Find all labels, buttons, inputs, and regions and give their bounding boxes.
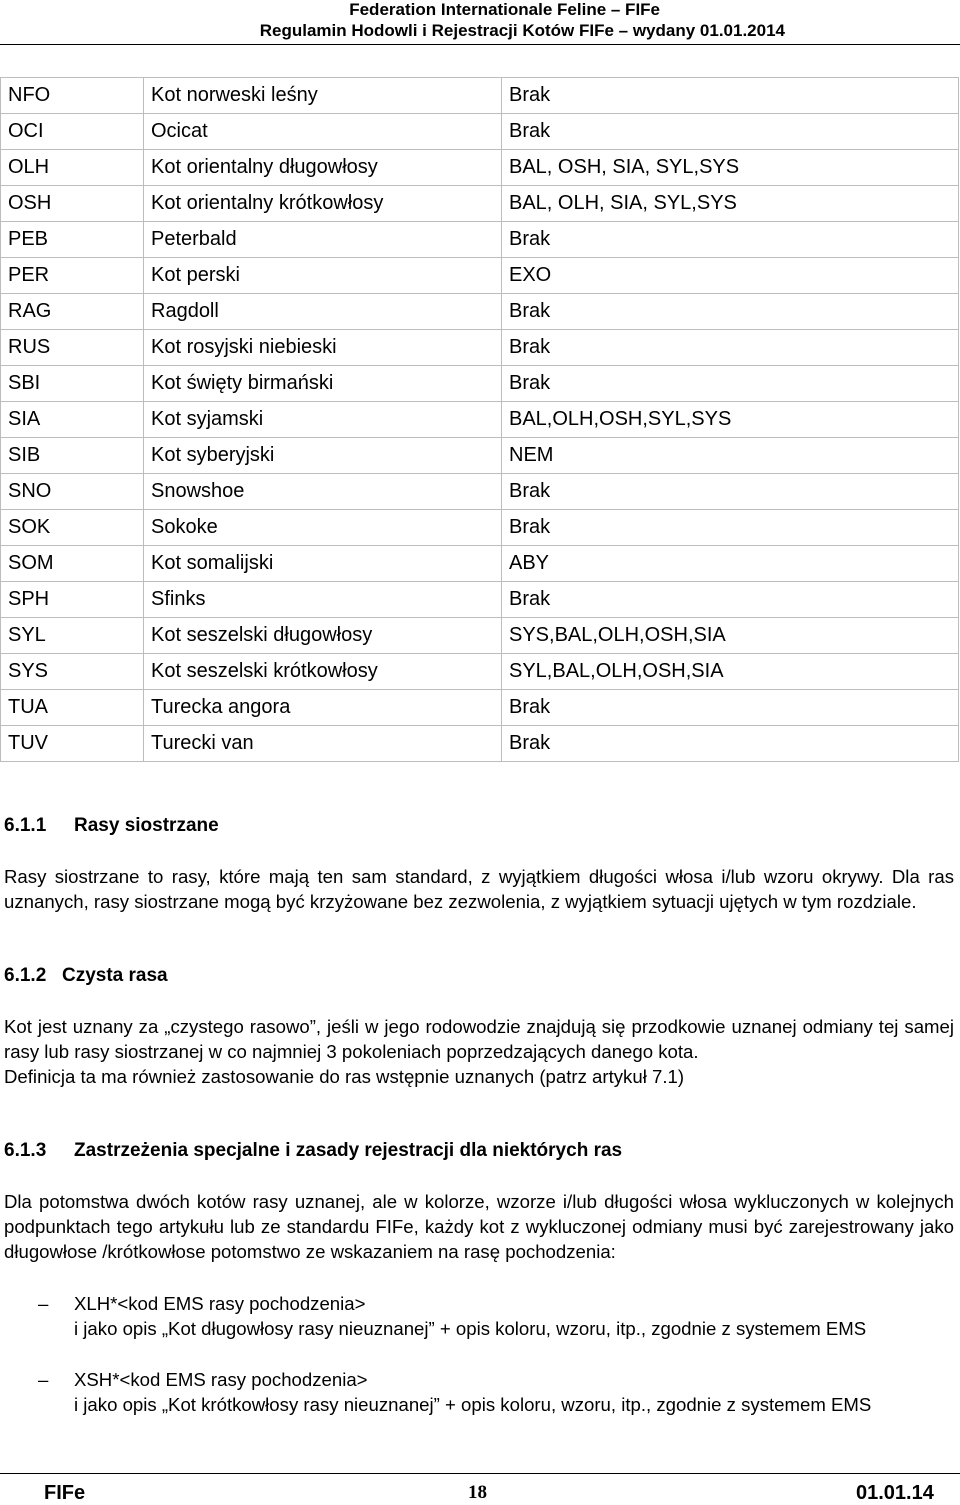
section-body-611 — [4, 864, 954, 914]
sister-breeds: NEM — [502, 438, 959, 474]
breed-code: SIB — [1, 438, 144, 474]
paragraph: Rasy siostrzane to rasy, które mają ten sam standard, z wyjątkiem długości włosa i/lub wzoru okrywy. Dla ras uznanych, rasy siostrzane mogą być krzyżowane bez zezwolenia, z wyjątkiem sytuacji ujętych w tym rozdziale. — [4, 866, 954, 912]
sister-breeds: Brak — [502, 330, 959, 366]
dash-bullet: – — [38, 1369, 49, 1390]
table-row — [1, 438, 959, 474]
breed-name: Snowshoe — [144, 474, 502, 510]
sister-breeds: Brak — [502, 294, 959, 330]
table-row — [1, 510, 959, 546]
table-row — [1, 582, 959, 618]
breed-name: Ragdoll — [144, 294, 502, 330]
breed-code: SIA — [1, 402, 144, 438]
sister-breeds: Brak — [502, 222, 959, 258]
sister-breeds: SYL,BAL,OLH,OSH,SIA — [502, 654, 959, 690]
breed-code: RUS — [1, 330, 144, 366]
section-heading-613 — [4, 1140, 622, 1162]
breed-name: Kot norweski leśny — [144, 78, 502, 114]
list-item-desc: i jako opis „Kot długowłosy rasy nieuznanej” + opis koloru, wzoru, itp., zgodnie z systemem EMS — [74, 1318, 867, 1339]
sister-breeds: EXO — [502, 258, 959, 294]
header-subtitle: Regulamin Hodowli i Rejestracji Kotów FIFe – wydany 01.01.2014 — [259, 21, 785, 40]
table-row — [1, 294, 959, 330]
breed-code: PER — [1, 258, 144, 294]
breed-name: Ocicat — [144, 114, 502, 150]
sister-breeds: BAL,OLH,OSH,SYL,SYS — [502, 402, 959, 438]
table-row — [1, 618, 959, 654]
footer-date: 01.01.14 — [856, 1482, 934, 1504]
section-number: 6.1.1 — [4, 815, 47, 836]
page-number: 18 — [468, 1482, 487, 1503]
table-row — [1, 258, 959, 294]
sister-breeds: Brak — [502, 78, 959, 114]
breed-code: SYL — [1, 618, 144, 654]
table-row — [1, 366, 959, 402]
footer-divider — [0, 1473, 960, 1474]
table-row — [1, 546, 959, 582]
breeds-table — [0, 77, 959, 762]
table-row — [1, 114, 959, 150]
breed-code: RAG — [1, 294, 144, 330]
sister-breeds: Brak — [502, 726, 959, 762]
breed-name: Kot perski — [144, 258, 502, 294]
breed-name: Sokoke — [144, 510, 502, 546]
table-row — [1, 726, 959, 762]
section-number: 6.1.3 — [4, 1140, 47, 1161]
breed-name: Kot syjamski — [144, 402, 502, 438]
table-row — [1, 222, 959, 258]
list-item-code: XLH*<kod EMS rasy pochodzenia> — [74, 1293, 366, 1314]
breed-code: TUA — [1, 690, 144, 726]
breed-code: OCI — [1, 114, 144, 150]
breed-code: PEB — [1, 222, 144, 258]
section-body-613 — [4, 1189, 954, 1264]
sister-breeds: Brak — [502, 114, 959, 150]
section-title: Czysta rasa — [62, 965, 168, 986]
table-row — [1, 186, 959, 222]
breed-name: Kot święty birmański — [144, 366, 502, 402]
sister-breeds: Brak — [502, 690, 959, 726]
footer-org: FIFe — [44, 1482, 86, 1504]
breed-code: OLH — [1, 150, 144, 186]
sister-breeds: BAL, OLH, SIA, SYL,SYS — [502, 186, 959, 222]
breed-name: Kot seszelski krótkowłosy — [144, 654, 502, 690]
sister-breeds: ABY — [502, 546, 959, 582]
sister-breeds: Brak — [502, 582, 959, 618]
sister-breeds: BAL, OSH, SIA, SYL,SYS — [502, 150, 959, 186]
breed-name: Kot seszelski długowłosy — [144, 618, 502, 654]
table-row — [1, 78, 959, 114]
breed-code: SBI — [1, 366, 144, 402]
sister-breeds: SYS,BAL,OLH,OSH,SIA — [502, 618, 959, 654]
paragraph: Kot jest uznany za „czystego rasowo”, jeśli w jego rodowodzie znajdują się przodkowie uznanej odmiany tej samej rasy lub rasy siostrzanej w co najmniej 3 pokoleniach poprzedzających danego kota. — [4, 1016, 954, 1062]
breed-name: Kot orientalny krótkowłosy — [144, 186, 502, 222]
breed-name: Kot syberyjski — [144, 438, 502, 474]
dash-bullet: – — [38, 1293, 49, 1314]
table-row — [1, 402, 959, 438]
section-number: 6.1.2 — [4, 965, 47, 986]
breed-code: SPH — [1, 582, 144, 618]
sister-breeds: Brak — [502, 474, 959, 510]
list-item-desc: i jako opis „Kot krótkowłosy rasy nieuznanej” + opis koloru, wzoru, itp., zgodnie z systemem EMS — [74, 1394, 872, 1415]
breed-name: Peterbald — [144, 222, 502, 258]
section-title: Zastrzeżenia specjalne i zasady rejestracji dla niektórych ras — [74, 1140, 623, 1161]
breed-code: SNO — [1, 474, 144, 510]
breed-code: OSH — [1, 186, 144, 222]
table-row — [1, 654, 959, 690]
breed-code: NFO — [1, 78, 144, 114]
breed-code: SOM — [1, 546, 144, 582]
table-row — [1, 690, 959, 726]
breed-code: SOK — [1, 510, 144, 546]
paragraph: Definicja ta ma również zastosowanie do ras wstępnie uznanych (patrz artykuł 7.1) — [4, 1066, 685, 1087]
header-divider — [0, 44, 960, 45]
breed-code: SYS — [1, 654, 144, 690]
breed-code: TUV — [1, 726, 144, 762]
breed-name: Sfinks — [144, 582, 502, 618]
paragraph: Dla potomstwa dwóch kotów rasy uznanej, ale w kolorze, wzorze i/lub długości włosa wykluczonych w kolejnych podpunktach tego artykułu lub ze standardu FIFe, każdy kot z wykluczonej odmiany musi być zarejestrowany jako długowłose /krótkowłose potomstwo ze wskazaniem na rasę pochodzenia: — [4, 1191, 954, 1262]
table-row — [1, 330, 959, 366]
table-row — [1, 150, 959, 186]
breed-name: Kot somalijski — [144, 546, 502, 582]
section-heading-611 — [4, 815, 219, 837]
section-body-612 — [4, 1014, 954, 1089]
breed-name: Kot orientalny długowłosy — [144, 150, 502, 186]
breed-name: Turecki van — [144, 726, 502, 762]
sister-breeds: Brak — [502, 366, 959, 402]
section-title: Rasy siostrzane — [74, 815, 219, 836]
header-title: Federation Internationale Feline – FIFe — [349, 0, 660, 19]
list-item-code: XSH*<kod EMS rasy pochodzenia> — [74, 1369, 368, 1390]
section-heading-612 — [4, 965, 168, 987]
sister-breeds: Brak — [502, 510, 959, 546]
breed-name: Kot rosyjski niebieski — [144, 330, 502, 366]
list-item — [38, 1367, 954, 1417]
breed-name: Turecka angora — [144, 690, 502, 726]
table-row — [1, 474, 959, 510]
list-item — [38, 1291, 954, 1341]
